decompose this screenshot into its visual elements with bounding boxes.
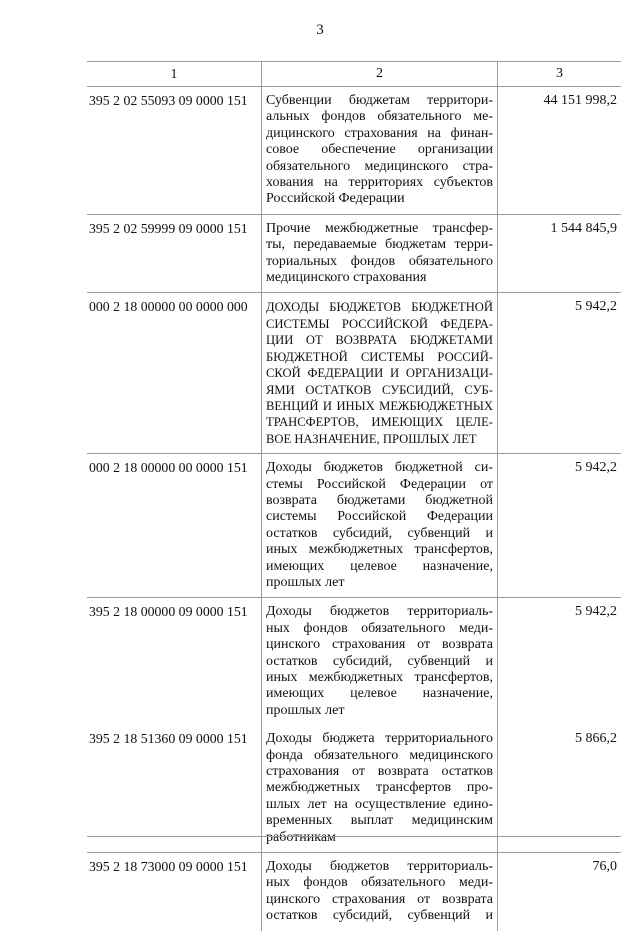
description-line: работникам (266, 829, 336, 845)
column-header-1: 1 (87, 62, 262, 87)
table-row (87, 598, 621, 725)
description-line: ВОЕ НАЗНАЧЕНИЕ, ПРОШЛЫХ ЛЕТ (266, 431, 477, 446)
revenue-description (262, 725, 498, 852)
description-line: БЮДЖЕТНОЙ СИСТЕМЫ РОССИЙ- (266, 349, 493, 364)
description-line: СКОЙ ФЕДЕРАЦИИ И ОРГАНИЗАЦИ- (266, 366, 493, 381)
table-row (87, 293, 621, 454)
description-line: иных межбюджетных трансфертов, (266, 542, 493, 558)
description-line: иных межбюджетных трансфертов, (266, 670, 493, 685)
description-line: Доходы бюджетов территориаль- (266, 859, 493, 875)
page-number: 3 (316, 22, 324, 38)
budget-code: 395 2 02 59999 09 0000 151 (87, 214, 262, 293)
amount: 5 942,2 (498, 454, 622, 598)
description-line: ЦИИ ОТ ВОЗВРАТА БЮДЖЕТАМИ (266, 333, 493, 348)
revenue-table (87, 61, 621, 931)
description-line: остатков субсидий, субвенций и (266, 525, 493, 541)
description-line: цинского страхования от возврата (266, 637, 493, 653)
description-line: Доходы бюджетов бюджетной си- (266, 460, 493, 476)
description-line: хования на территориях субъектов (266, 175, 493, 191)
column-header-2: 2 (262, 62, 498, 87)
description-line: шлых лет на осуществление едино- (266, 796, 493, 812)
table-row (87, 725, 621, 852)
description-line: цинского страхования от возврата (266, 891, 493, 907)
revenue-description (262, 87, 498, 215)
amount: 5 866,2 (575, 731, 617, 747)
budget-code: 000 2 18 00000 00 0000 000 (87, 293, 262, 454)
description-line: совое обеспечение организации (266, 142, 493, 158)
description-line: Субвенции бюджетам территори- (266, 93, 493, 108)
description-line: ных фондов обязательного меди- (266, 620, 493, 636)
description-line: дицинского страхования на финан- (266, 125, 493, 141)
description-line: фонда обязательного медицинского (266, 747, 493, 763)
description-line: Прочие межбюджетные трансфер- (266, 220, 493, 236)
description-line: остатков субсидий, субвенций и (266, 653, 493, 669)
budget-code: 395 2 02 55093 09 0000 151 (87, 87, 262, 215)
amount: 5 942,2 (498, 293, 622, 454)
budget-code: 395 2 18 00000 09 0000 151 (87, 598, 262, 725)
description-line: ты, передаваемые бюджетам терри- (266, 237, 493, 253)
budget-code: 395 2 18 73000 09 0000 151 (87, 853, 262, 931)
table-row (87, 454, 621, 598)
description-line: Доходы бюджетов территориаль- (266, 604, 493, 620)
description-line: ных фондов обязательного меди- (266, 875, 493, 891)
budget-code: 000 2 18 00000 00 0000 151 (87, 454, 262, 598)
revenue-description (262, 293, 498, 454)
description-line: Российской Федерации (266, 191, 405, 207)
amount: 76,0 (498, 853, 622, 931)
amount: 44 151 998,2 (498, 87, 622, 215)
description-line: прошлых лет (266, 574, 345, 590)
description-line: прошлых лет (266, 702, 345, 718)
description-line: альных фондов обязательного ме- (266, 109, 493, 125)
revenue-description (262, 598, 498, 725)
table-row (87, 87, 621, 215)
description-line: имеющих целевое назначение, (266, 558, 493, 574)
description-line: остатков субсидий, субвенций и (266, 908, 493, 924)
description-line: стемы Российской Федерации от (266, 476, 493, 492)
description-line: Доходы бюджета территориального (266, 731, 493, 747)
description-line: медицинского страхования (266, 270, 427, 286)
description-line: системы Российской Федерации (266, 509, 493, 525)
description-line: СИСТЕМЫ РОССИЙСКОЙ ФЕДЕРА- (266, 316, 493, 331)
description-line: имеющих целевое назначение, (266, 686, 493, 702)
description-line: межбюджетных трансфертов про- (266, 780, 493, 796)
revenue-description (262, 853, 498, 931)
revenue-description (262, 214, 498, 293)
table-header-row (87, 62, 621, 87)
amount: 5 942,2 (498, 598, 622, 725)
table-row (87, 214, 621, 293)
description-line: временных выплат медицинским (266, 813, 493, 829)
description-line: ТРАНСФЕРТОВ, ИМЕЮЩИХ ЦЕЛЕ- (266, 415, 493, 430)
description-line: ЯМИ ОСТАТКОВ СУБСИДИЙ, СУБ- (266, 382, 493, 397)
description-line: обязательного медицинского стра- (266, 158, 493, 174)
description-line: ВЕНЦИЙ И ИНЫХ МЕЖБЮДЖЕТНЫХ (266, 398, 493, 413)
budget-code: 395 2 18 51360 09 0000 151 (89, 731, 248, 747)
description-line: ДОХОДЫ БЮДЖЕТОВ БЮДЖЕТНОЙ (266, 300, 493, 315)
table-bottom-border (87, 836, 621, 837)
description-line: страхования от возврата остатков (266, 764, 493, 780)
description-line: ториальных фондов обязательного (266, 253, 493, 269)
table-row (87, 853, 621, 931)
description-line: возврата бюджетами бюджетной (266, 492, 493, 508)
column-header-3: 3 (498, 62, 622, 87)
revenue-description (262, 454, 498, 598)
amount: 1 544 845,9 (498, 214, 622, 293)
